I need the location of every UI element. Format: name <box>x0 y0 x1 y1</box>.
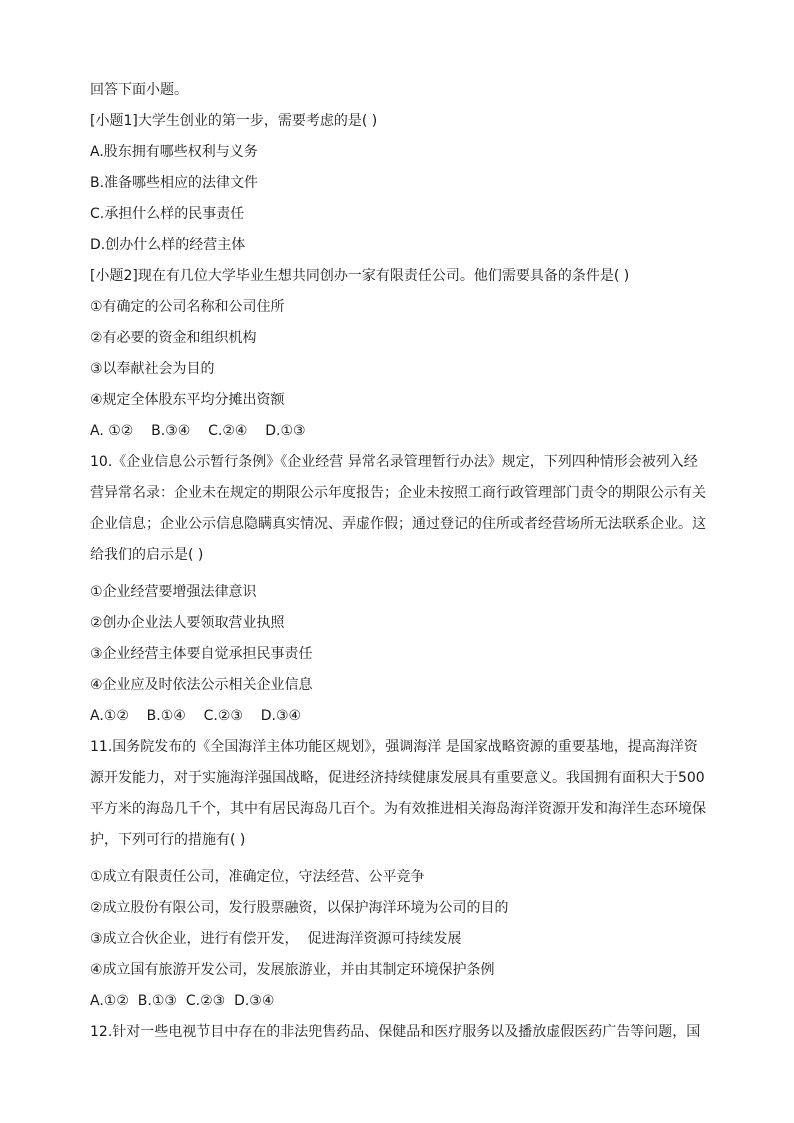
q11-item-2: ②成立股份有限公司，发行股票融资，以保护海洋环境为公司的目的 <box>90 900 509 916</box>
q10-item-2: ②创办企业法人要领取营业执照 <box>90 615 285 631</box>
q9-sub1-option-c: C.承担什么样的民事责任 <box>90 206 245 222</box>
q10-item-1: ①企业经营要增强法律意识 <box>90 584 257 600</box>
q9-sub2-item-1: ①有确定的公司名称和公司住所 <box>90 299 285 315</box>
q9-sub2-item-3: ③以奉献社会为目的 <box>90 361 215 377</box>
q9-sub2-answers: A. ①② B.③④ C.②④ D.①③ <box>90 423 306 439</box>
q10-item-3: ③企业经营主体要自觉承担民事责任 <box>90 646 313 662</box>
q9-sub1-stem: [小题1]大学生创业的第一步，需要考虑的是( ) <box>90 113 378 129</box>
intro-text: 回答下面小题。 <box>90 82 188 98</box>
q11-answers: A.①② B.①③ C.②③ D.③④ <box>90 993 275 1009</box>
q10-stem-line-3: 企业信息；企业公示信息隐瞒真实情况、弄虚作假；通过登记的住所或者经营场所无法联系企业。这 <box>90 516 706 532</box>
q11-stem-line-4: 护，下列可行的措施有( ) <box>90 832 246 848</box>
q9-sub2-item-4: ④规定全体股东平均分摊出资额 <box>90 392 285 408</box>
q11-stem-line-3: 平方米的海岛几千个，其中有居民海岛几百个。为有效推进相关海岛海洋资源开发和海洋生态环境保 <box>90 801 706 817</box>
q11-stem-line-2: 源开发能力，对于实施海洋强国战略，促进经济持续健康发展具有重要意义。我国拥有面积大于500 <box>90 770 705 786</box>
q9-sub2-item-2: ②有必要的资金和组织机构 <box>90 330 257 346</box>
q9-sub1-option-a: A.股东拥有哪些权利与义务 <box>90 144 258 160</box>
q10-answers: A.①② B.①④ C.②③ D.③④ <box>90 708 302 724</box>
q11-item-3: ③成立合伙企业，进行有偿开发， 促进海洋资源可持续发展 <box>90 931 462 947</box>
q11-item-1: ①成立有限责任公司，准确定位，守法经营、公平竞争 <box>90 869 425 885</box>
q9-sub1-option-b: B.准备哪些相应的法律文件 <box>90 175 259 191</box>
q11-item-4: ④成立国有旅游开发公司，发展旅游业，并由其制定环境保护条例 <box>90 962 495 978</box>
q10-stem-line-4: 给我们的启示是( ) <box>90 547 204 563</box>
q10-stem-line-2: 营异常名录：企业未在规定的期限公示年度报告；企业未按照工商行政管理部门责令的期限公示有关 <box>90 485 706 501</box>
q9-sub1-option-d: D.创办什么样的经营主体 <box>90 237 246 253</box>
q10-item-4: ④企业应及时依法公示相关企业信息 <box>90 677 313 693</box>
q12-stem-line-1: 12.针对一些电视节目中存在的非法兜售药品、保健品和医疗服务以及播放虚假医药广告等问题，国 <box>90 1024 701 1040</box>
q10-stem-line-1: 10.《企业信息公示暂行条例》《企业经营 异常名录管理暂行办法》规定，下列四种情形会被列入经 <box>90 454 698 470</box>
q9-sub2-stem: [小题2]现在有几位大学毕业生想共同创办一家有限责任公司。他们需要具备的条件是( ) <box>90 268 630 284</box>
q11-stem-line-1: 11.国务院发布的《全国海洋主体功能区规划》，强调海洋 是国家战略资源的重要基地，提高海洋资 <box>90 739 698 755</box>
